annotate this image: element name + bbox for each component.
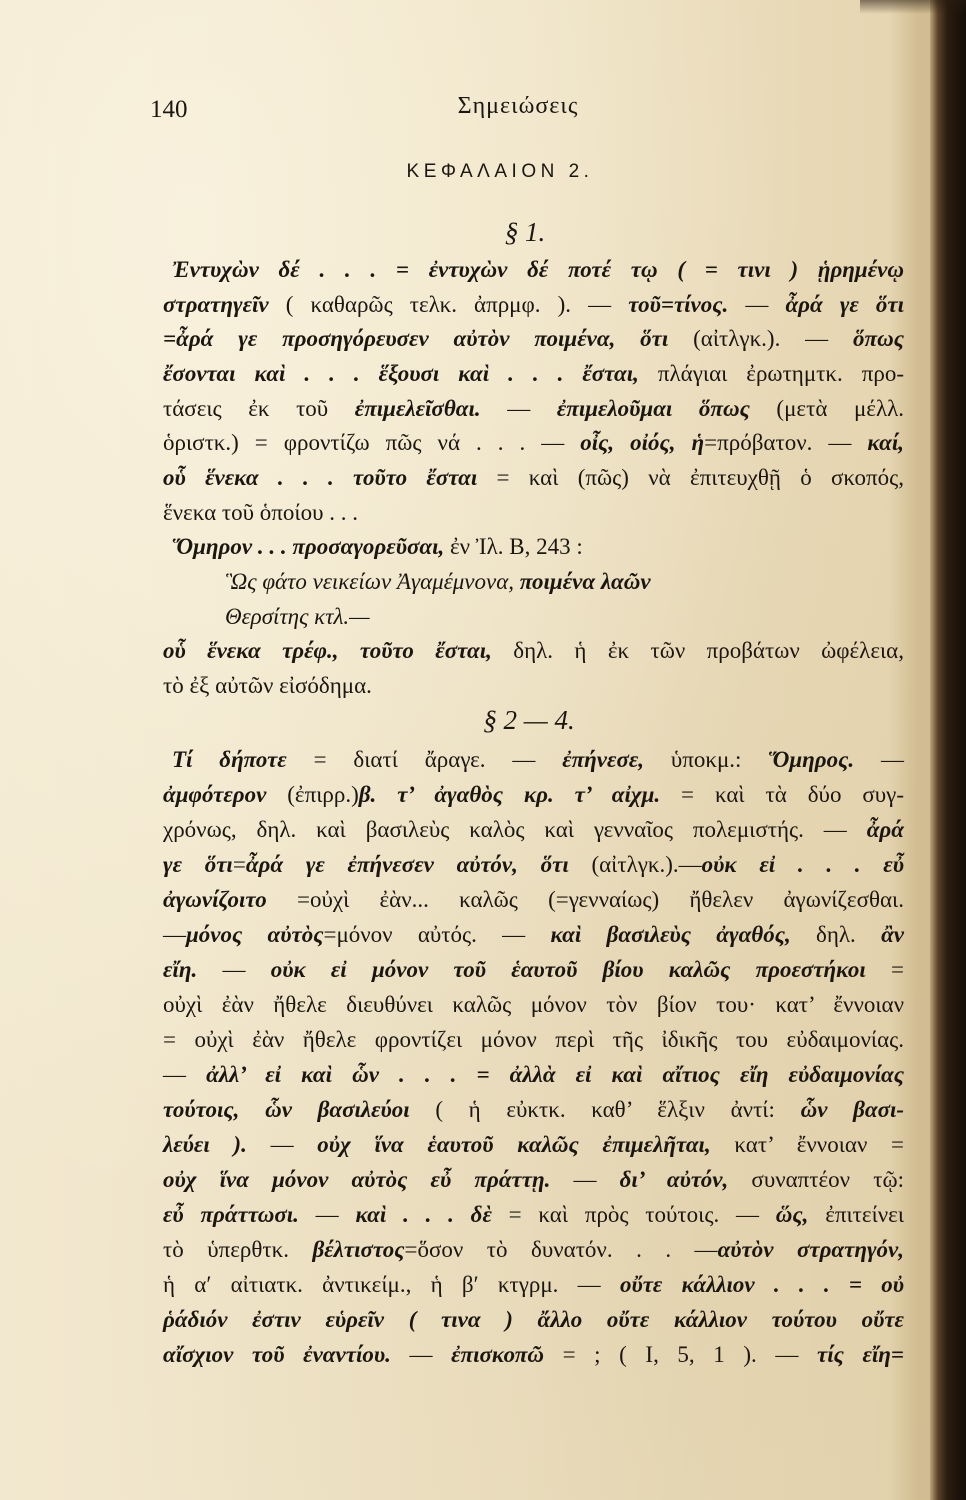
gloss-text: — (390, 1342, 452, 1367)
lemma-text: ὥς, (775, 1202, 809, 1227)
lemma-text: καὶ βασιλεὺς ἀγαθός, (550, 922, 791, 947)
gloss-text: τὸ ὑπερθτκ. (163, 1237, 313, 1262)
gloss-text: — (728, 291, 786, 317)
note-line (163, 812, 904, 847)
gloss-text: = διατί ἄραγε. — (286, 747, 563, 772)
gloss-text: — (480, 395, 557, 421)
lemma-text: Ὅμηρος. (768, 747, 855, 772)
gloss-text: χρόνως, δηλ. καὶ βασιλεὺς καλὸς καὶ γενναῖος πολεμιστής. — (163, 817, 867, 842)
gloss-text: — (163, 922, 186, 947)
note-line (163, 987, 904, 1022)
verse-line (163, 600, 904, 635)
gloss-text: = καὶ (πῶς) νὰ ἐπιτευχθῇ ὁ σκοπός, (477, 464, 904, 490)
note-line (163, 742, 904, 777)
lemma-text: τοῦ=τίνος. (628, 291, 729, 317)
lemma-text: ἐπιμελοῦμαι ὅπως (556, 395, 750, 421)
lemma-text: οὔτε κάλλιον . . . = οὐ (619, 1272, 904, 1297)
lemma-text: δι’ αὐτόν, (619, 1167, 729, 1192)
gloss-text: (ἐπιρρ.) (266, 782, 359, 807)
note-line (163, 1127, 904, 1162)
lemma-text: μόνος αὐτὸς (186, 922, 324, 947)
note-line (163, 253, 904, 288)
gloss-text: = καὶ πρὸς τούτοις. — (491, 1202, 776, 1227)
page-edge-shadow (930, 0, 966, 1500)
lemma-text: οὐκ εἰ μόνον τοῦ ἑαυτοῦ βίου καλῶς προεστήκοι (270, 957, 866, 982)
lemma-text: οὐχ ἵνα ἑαυτοῦ καλῶς ἐπιμελῆται, (317, 1132, 711, 1157)
note-line (163, 392, 904, 427)
note-line (163, 634, 904, 669)
lemma-text: εἴη. (163, 957, 198, 982)
gloss-text: — (246, 1132, 318, 1157)
note-line (163, 1197, 904, 1232)
lemma-text: καί, (867, 430, 905, 456)
gloss-text: (αἰτλγκ.). — (668, 326, 854, 352)
gloss-text: ἐν Ἰλ. Β, 243 : (444, 534, 583, 560)
gloss-text: = (865, 957, 904, 982)
lemma-text: ἆρά γε ὅτι (785, 291, 904, 317)
verse-line (163, 565, 904, 600)
note-line (163, 882, 904, 917)
lemma-text: βέλτιστος (312, 1237, 405, 1262)
lemma-text: β. τ’ ἀγαθὸς κρ. τ’ αἰχμ. (358, 782, 661, 807)
note-line (163, 1302, 904, 1337)
lemma-text: λεύει ). (163, 1132, 247, 1157)
lemma-text: τίς εἴη= (817, 1342, 905, 1367)
lemma-text: ἀλλ’ εἰ καὶ ὧν . . . = ἀλλὰ εἰ καὶ αἴτιος εἴη εὐδαιμονίας (206, 1062, 904, 1087)
gloss-text: ( καθαρῶς τελκ. ἀπρμφ. ). — (268, 291, 629, 317)
lemma-text: Τί δήποτε (172, 747, 287, 772)
note-line (163, 669, 904, 704)
note-line (163, 288, 904, 323)
note-line (163, 461, 904, 496)
lemma-text: =ἆρά γε προσηγόρευσεν αὐτὸν ποιμένα, ὅτι (163, 326, 669, 352)
quote-text: Θερσίτης κτλ.— (225, 603, 370, 629)
gloss-text: πλάγιαι ἐρωτημτκ. προ- (638, 360, 904, 386)
note-line (163, 357, 904, 392)
gloss-text: τάσεις ἐκ τοῦ (163, 395, 355, 421)
lemma-text: ὅπως (853, 326, 904, 352)
note-line (163, 1337, 904, 1372)
lemma-text: Ὅμηρον . . . προσαγορεῦσαι, (172, 534, 445, 560)
notes-text-block (163, 253, 904, 704)
gloss-text: = ; ( I, 5, 1 ). — (543, 1342, 818, 1367)
gloss-text: ὁριστκ.) = φροντίζω πῶς νά . . . — (163, 430, 581, 456)
gloss-text: =μόνον αὐτός. — (323, 922, 551, 947)
page-top-shadow (860, 0, 966, 14)
note-line (163, 1057, 904, 1092)
lemma-text: τούτοις, ὧν βασιλεύοι (163, 1097, 410, 1122)
gloss-text: = καὶ τὰ δύο συγ- (660, 782, 904, 807)
note-line (163, 1232, 904, 1267)
gloss-text: — (197, 957, 271, 982)
gloss-text: δηλ. ἡ ἐκ τῶν προβάτων ὠφέλεια, (491, 638, 904, 664)
lemma-text: Ἐντυχὼν δέ . . . = ἐντυχὼν δέ ποτέ τῳ ( = τινι ) ᾑρημένῳ (172, 257, 904, 282)
lemma-text: οὗ ἕνεκα τρέφ., τοῦτο ἔσται, (163, 638, 492, 664)
gloss-text: ἐπιτείνει (808, 1202, 905, 1227)
note-line (163, 426, 904, 461)
page-number: 140 (150, 96, 188, 123)
lemma-text: οἶς, οἰός, ἡ (580, 430, 705, 456)
gloss-text: ἕνεκα τοῦ ὁποίου . . . (163, 499, 358, 525)
lemma-text: ἀγωνίζοιτο (163, 887, 267, 912)
note-line (163, 1267, 904, 1302)
section-heading: § 2 — 4. (483, 705, 575, 735)
gloss-text: ἡ α′ αἰτιατκ. ἀντικείμ., ἡ β′ κτγρμ. — (163, 1272, 620, 1297)
note-line (163, 1092, 904, 1127)
note-line (163, 322, 904, 357)
lemma-text: οὐκ εἰ . . . εὖ (701, 852, 904, 877)
gloss-text: συναπτέον τῷ: (728, 1167, 904, 1192)
gloss-text: δηλ. (790, 922, 882, 947)
gloss-text: κατ’ ἔννοιαν = (710, 1132, 905, 1157)
lemma-text: καὶ . . . δὲ (355, 1202, 492, 1227)
note-line (163, 1162, 904, 1197)
lemma-text: ἐπήνεσε, (562, 747, 645, 772)
quote-text: Ὣς φάτο νεικείων Ἀγαμέμνονα, (225, 568, 515, 594)
gloss-text: =ὅσον τὸ δυνατόν. . . — (404, 1237, 718, 1262)
note-line (163, 496, 904, 531)
gloss-text: ( ἡ εὐκτκ. καθ’ ἕλξιν ἀντί: (409, 1097, 801, 1122)
notes-text-block (163, 742, 904, 1372)
lemma-text: στρατηγεῖν (163, 291, 269, 317)
gloss-text: = (232, 852, 246, 877)
lemma-text: οὗ ἕνεκα . . . τοῦτο ἔσται (163, 464, 478, 490)
gloss-text: — (854, 747, 904, 772)
note-line (163, 530, 904, 565)
gloss-text: — (550, 1167, 620, 1192)
lemma-text: οὐχ ἵνα μόνον αὐτὸς εὖ πράττῃ. (163, 1167, 551, 1192)
lemma-text: ἀμφότερον (163, 782, 267, 807)
note-line (163, 917, 904, 952)
gloss-text: οὐχὶ ἐὰν ἤθελε διευθύνει καλῶς μόνον τὸν βίον του· κατ’ ἔννοιαν (163, 992, 904, 1017)
lemma-text: ἆρά (866, 817, 904, 842)
lemma-text: αἴσχιον τοῦ ἐναντίου. (163, 1342, 391, 1367)
lemma-text: ἔσονται καὶ . . . ἕξουσι καὶ . . . ἔσται, (163, 360, 639, 386)
lemma-text: αὐτὸν στρατηγόν, (717, 1237, 904, 1262)
note-line (163, 847, 904, 882)
note-line (163, 1022, 904, 1057)
section-heading: § 1. (504, 217, 546, 247)
gloss-text: =οὐχὶ ἐὰν... καλῶς (=γενναίως) ἤθελεν ἀγωνίζεσθαι. (266, 887, 904, 912)
lemma-text: ἆρά γε ἐπήνεσεν αὐτόν, ὅτι (245, 852, 569, 877)
lemma-text: ἐπισκοπῶ (451, 1342, 544, 1367)
lemma-text: γε ὅτι (163, 852, 233, 877)
gloss-text: = οὐχὶ ἐὰν ἤθελε φροντίζει μόνον περὶ τῆς ἰδικῆς του εὐδαιμονίας. (163, 1027, 904, 1052)
lemma-text: ἐπιμελεῖσθαι. (354, 395, 481, 421)
gloss-text: — (163, 1062, 207, 1087)
chapter-title: ΚΕΦΑΛΑΙΟΝ 2. (406, 161, 594, 182)
running-header: Σημειώσεις (457, 93, 579, 119)
lemma-text: ποιμένα λαῶν (514, 568, 651, 594)
gloss-text: ὑποκμ.: (644, 747, 769, 772)
lemma-text: ῥάδιόν ἐστιν εὑρεῖν ( τινα ) ἄλλο οὔτε κάλλιον τούτου οὔτε (163, 1307, 904, 1332)
gloss-text: =πρόβατον. — (704, 430, 868, 456)
note-line (163, 777, 904, 812)
gloss-text: — (298, 1202, 356, 1227)
lemma-text: εὖ πράττωσι. (163, 1202, 299, 1227)
gloss-text: (μετὰ μέλλ. (749, 395, 905, 421)
gloss-text: (αἰτλγκ.).— (568, 852, 702, 877)
lemma-text: ὧν βασι- (800, 1097, 905, 1122)
note-line (163, 952, 904, 987)
gloss-text: τὸ ἐξ αὐτῶν εἰσόδημα. (163, 672, 372, 698)
lemma-text: ἂν (881, 922, 904, 947)
